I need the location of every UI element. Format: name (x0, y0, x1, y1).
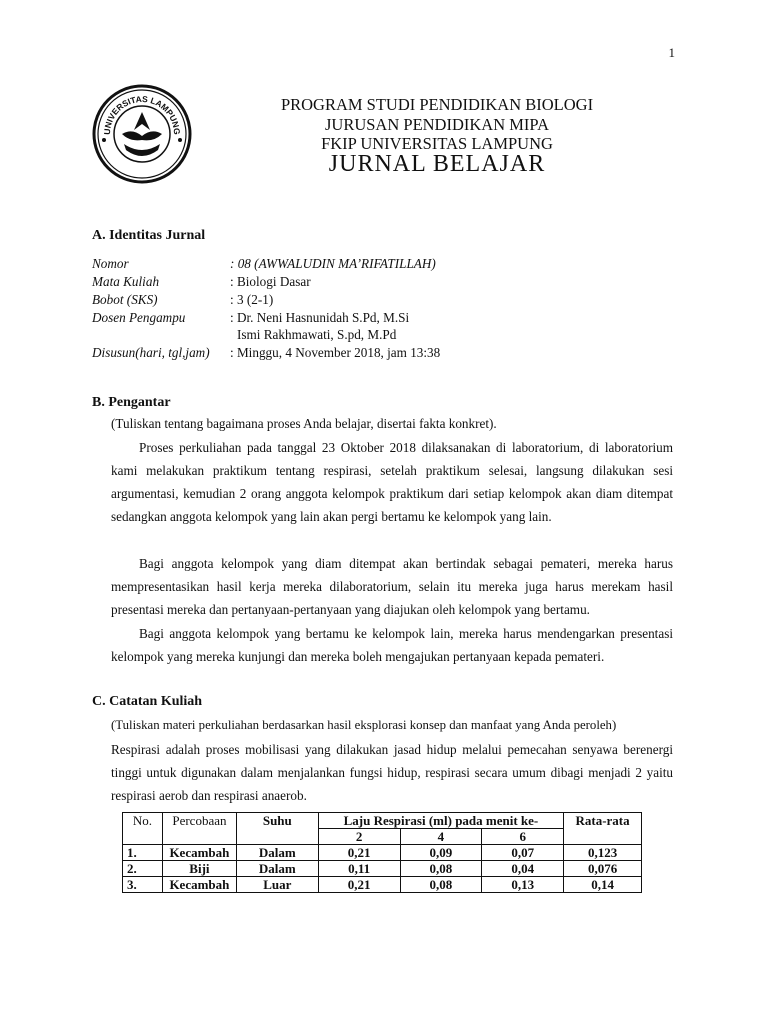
section-b-heading: B. Pengantar (92, 395, 171, 410)
cell-m4: 0,08 (400, 877, 482, 893)
cell-m6: 0,07 (482, 845, 564, 861)
value-nomor: : 08 (AWWALUDIN MA’RIFATILLAH) (230, 256, 436, 271)
header-faculty: FKIP UNIVERSITAS LAMPUNG (321, 134, 553, 153)
cell-m2: 0,21 (318, 845, 400, 861)
header-minute-2: 2 (318, 829, 400, 845)
label-disusun: Disusun(hari, tgl,jam) (92, 345, 210, 360)
value-bobot: : 3 (2-1) (230, 292, 274, 307)
section-c-heading: C. Catatan Kuliah (92, 694, 203, 709)
section-b-paragraph-3: Bagi anggota kelompok yang bertamu ke kelompok lain, mereka harus mendengarkan presentasi kelompok yang mereka kunjungi dan mereka boleh mengajukan pertanyaan kepada pemateri. (111, 626, 673, 664)
label-dosen: Dosen Pengampu (92, 310, 186, 325)
label-nomor: Nomor (92, 256, 129, 271)
header-laju-respirasi: Laju Respirasi (ml) pada menit ke- (318, 813, 563, 829)
value-dosen-2: Ismi Rakhmawati, S.pd, M.Pd (237, 327, 397, 342)
respiration-table (122, 812, 642, 893)
header-program: PROGRAM STUDI PENDIDIKAN BIOLOGI (280, 95, 594, 114)
header-percobaan: Percobaan (162, 813, 236, 845)
table-row (123, 861, 642, 877)
label-mata-kuliah: Mata Kuliah (92, 274, 160, 289)
header-rata-rata: Rata-rata (564, 813, 642, 845)
header-minute-6: 6 (482, 829, 564, 845)
table-header-row (123, 813, 642, 829)
cell-suhu: Dalam (236, 845, 318, 861)
value-dosen-1: : Dr. Neni Hasnunidah S.Pd, M.Si (230, 310, 410, 325)
cell-no: 1. (123, 845, 163, 861)
value-mata-kuliah: : Biologi Dasar (230, 274, 311, 289)
cell-no: 3. (123, 877, 163, 893)
header-no: No. (123, 813, 163, 845)
section-b-paragraph-2: Bagi anggota kelompok yang diam ditempat akan bertindak sebagai pemateri, mereka harus mempresentasikan hasil kerja mereka dilaboratorium, selain itu mereka juga harus merekam hasil presentasi mereka dan pertanyaan-pertanyaan yang diajukan oleh kelompok yang bertamu. (111, 556, 673, 617)
label-bobot: Bobot (SKS) (92, 292, 158, 307)
section-c-paragraph-1: Respirasi adalah proses mobilisasi yang dilakukan jasad hidup melalui pemecahan senyawa berenergi tinggi untuk digunakan dalam menjalankan fungsi hidup, respirasi secara umum dibagi menjadi 2 yaitu respirasi aerob dan respirasi anaerob. (111, 742, 673, 803)
cell-no: 2. (123, 861, 163, 877)
cell-m6: 0,13 (482, 877, 564, 893)
cell-suhu: Luar (236, 877, 318, 893)
section-c-instruction: (Tuliskan materi perkuliahan berdasarkan hasil eksplorasi konsep dan manfaat yang Anda peroleh) (111, 718, 617, 732)
table-row (123, 877, 642, 893)
section-a-heading: A. Identitas Jurnal (92, 228, 206, 243)
cell-m2: 0,11 (318, 861, 400, 877)
header-suhu: Suhu (236, 813, 318, 845)
table-row (123, 845, 642, 861)
cell-percobaan: Kecambah (162, 877, 236, 893)
cell-rata: 0,123 (564, 845, 642, 861)
section-b-instruction: (Tuliskan tentang bagaimana proses Anda belajar, disertai fakta konkret). (111, 416, 497, 431)
page-number: 1 (668, 45, 675, 60)
cell-m2: 0,21 (318, 877, 400, 893)
value-disusun: : Minggu, 4 November 2018, jam 13:38 (230, 345, 441, 360)
svg-text:UNIVERSITAS LAMPUNG: UNIVERSITAS LAMPUNG (101, 93, 183, 135)
cell-m6: 0,04 (482, 861, 564, 877)
header-department: JURUSAN PENDIDIKAN MIPA (325, 115, 549, 134)
section-b-paragraph-1: Proses perkuliahan pada tanggal 23 Oktober 2018 dilaksanakan di laboratorium, di laboratorium kami melakukan praktikum tentang respirasi, setelah praktikum selesai, langsung dilakukan sesi argumentasi, kemudian 2 orang anggota kelompok praktikum dari setiap kelompok akan diam ditempat sedangkan anggota kelompok yang lain akan pergi bertamu ke kelompok yang lain. (111, 440, 673, 524)
cell-percobaan: Biji (162, 861, 236, 877)
cell-m4: 0,09 (400, 845, 482, 861)
cell-percobaan: Kecambah (162, 845, 236, 861)
document-title: JURNAL BELAJAR (328, 151, 546, 177)
university-logo (92, 84, 192, 184)
cell-rata: 0,14 (564, 877, 642, 893)
header-minute-4: 4 (400, 829, 482, 845)
cell-m4: 0,08 (400, 861, 482, 877)
cell-suhu: Dalam (236, 861, 318, 877)
cell-rata: 0,076 (564, 861, 642, 877)
